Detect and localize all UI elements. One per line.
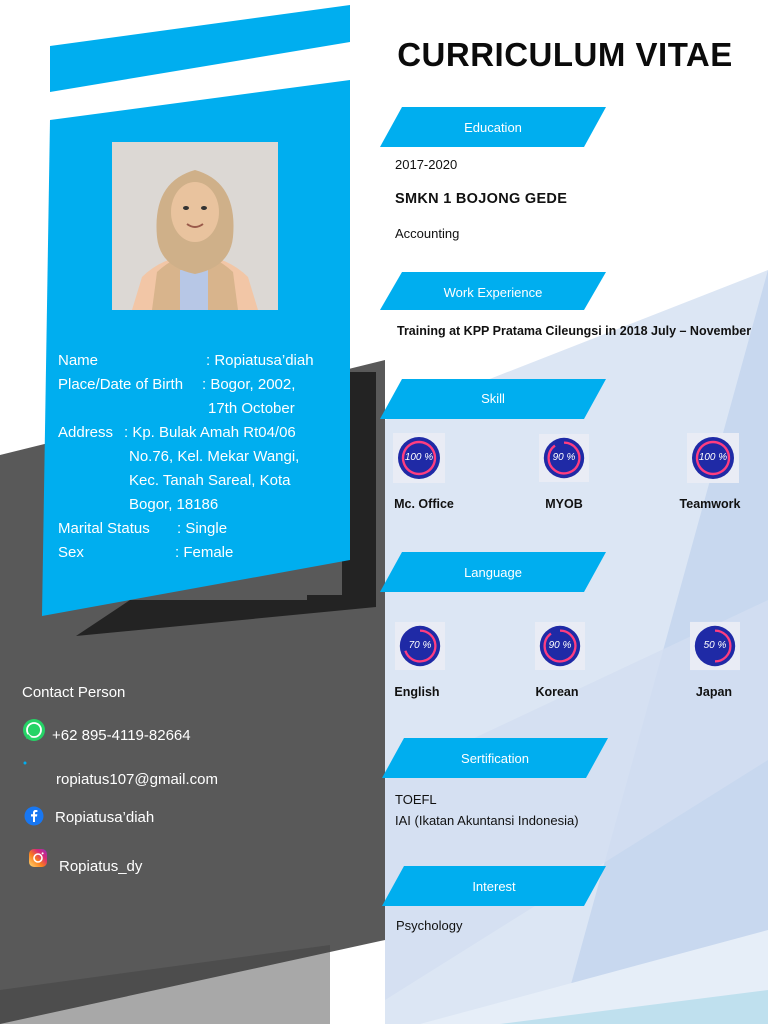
- address-row: Address : Kp. Bulak Amah Rt04/06: [58, 424, 296, 441]
- certification-item: TOEFL: [395, 792, 437, 807]
- marital-row: Marital Status : Single: [58, 520, 228, 537]
- phone-number[interactable]: +62 895-4119-82664: [52, 727, 191, 744]
- birth-row-cont: 17th October: [208, 400, 295, 417]
- gauge-percent: 70 %: [408, 640, 432, 651]
- profile-info: [58, 349, 314, 565]
- language-name-korean: Korean: [535, 685, 579, 699]
- gauge-percent: 100 %: [698, 452, 728, 463]
- gauge-percent: 100 %: [404, 452, 434, 463]
- skill-gauge-teamwork: [687, 433, 739, 483]
- skill-name-office: Mc. Office: [394, 497, 454, 511]
- gauge-percent: 90 %: [548, 640, 572, 651]
- skill-name-myob: MYOB: [545, 497, 583, 511]
- language-gauge-english: [395, 621, 445, 671]
- address-row-cont: Bogor, 18186: [129, 496, 219, 513]
- skill-label: Skill: [481, 391, 505, 406]
- address-row-cont: No.76, Kel. Mekar Wangi,: [129, 448, 300, 465]
- email-address[interactable]: ropiatus107@gmail.com: [56, 771, 218, 788]
- name-row: Name : Ropiatusa’diah: [58, 352, 314, 369]
- work-label: Work Experience: [443, 285, 543, 300]
- sex-row: Sex : Female: [58, 544, 234, 561]
- instagram-icon: [28, 848, 48, 868]
- skill-gauge-myob: [539, 433, 589, 483]
- facebook-icon: [24, 806, 44, 826]
- whatsapp-icon: [22, 718, 46, 742]
- skill-gauge-office: [393, 433, 445, 483]
- facebook-handle[interactable]: Ropiatusa’diah: [55, 809, 155, 826]
- certification-label: Sertification: [461, 751, 529, 766]
- language-label: Language: [464, 565, 522, 580]
- page-title: CURRICULUM VITAE: [397, 36, 733, 73]
- birth-row: Place/Date of Birth : Bogor, 2002,: [58, 376, 296, 393]
- certification-item: IAI (Ikatan Akuntansi Indonesia): [395, 813, 579, 828]
- education-label: Education: [464, 120, 522, 135]
- skill-name-teamwork: Teamwork: [679, 497, 741, 511]
- instagram-handle[interactable]: Ropiatus_dy: [59, 858, 143, 875]
- email-icon: [22, 760, 28, 766]
- profile-photo: [112, 142, 278, 310]
- education-school: SMKN 1 BOJONG GEDE: [395, 191, 568, 207]
- interest-label: Interest: [472, 879, 516, 894]
- contact-title: Contact Person: [22, 684, 126, 701]
- language-gauge-korean: [535, 621, 585, 671]
- gauge-percent: 90 %: [552, 452, 576, 463]
- work-text: Training at KPP Pratama Cileungsi in 2018 July – November: [397, 324, 752, 338]
- education-major: Accounting: [395, 226, 460, 241]
- interest-text: Psychology: [396, 918, 463, 933]
- language-name-english: English: [394, 685, 440, 699]
- address-row-cont: Kec. Tanah Sareal, Kota: [129, 472, 291, 489]
- education-years: 2017-2020: [395, 157, 458, 172]
- language-name-japan: Japan: [695, 685, 733, 699]
- language-gauge-japan: [690, 621, 740, 671]
- gauge-percent: 50 %: [703, 640, 727, 651]
